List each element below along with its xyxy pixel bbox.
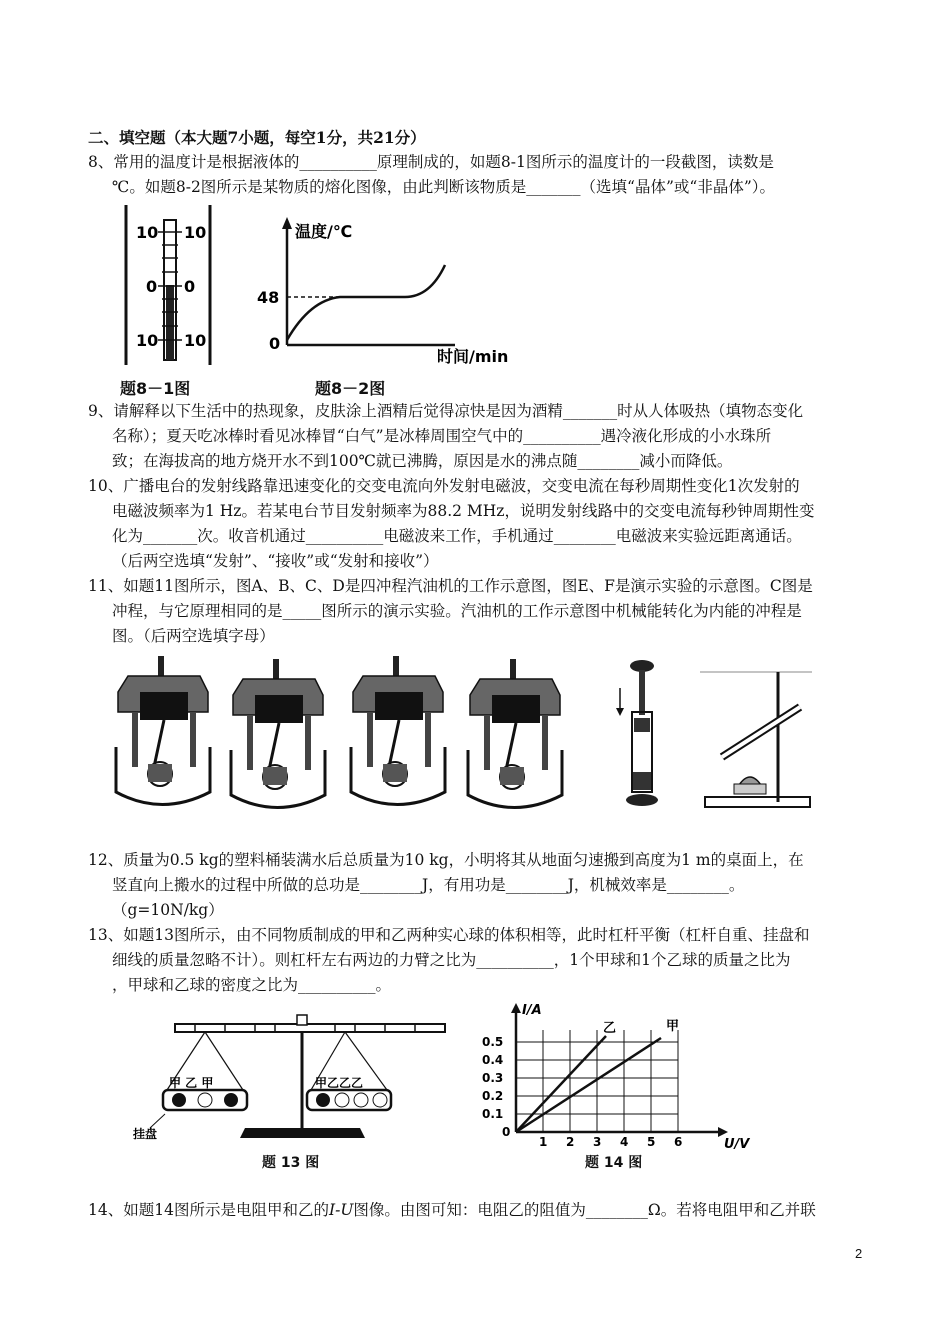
- q14-line1-part-c: 图像。由图可知：电阻乙的阻值为________Ω。若将电阻甲和乙并联: [353, 1201, 816, 1219]
- iu-y-tick-0.3: 0.3: [482, 1071, 504, 1085]
- iu-y-axis-label: I/A: [522, 1003, 542, 1018]
- q14-line1: [88, 1200, 816, 1220]
- q9-line2: 名称）；夏天吃冰棒时看见冰棒冒“白气”是冰棒周围空气中的__________遇冷液化形成的小水珠所: [112, 427, 772, 445]
- right-pan-ball-labels: 甲乙乙乙: [315, 1076, 364, 1090]
- iu-x-tick-3: 3: [593, 1135, 602, 1149]
- iu-x-tick-5: 5: [647, 1135, 656, 1149]
- engine-strokes-figure: [110, 652, 830, 817]
- q9-line1: 9、请解释以下生活中的热现象，皮肤涂上酒精后觉得凉快是因为酒精_______时从人体吸热（填物态变化: [88, 402, 804, 420]
- melting-curve-figure: [255, 215, 545, 375]
- q11-line2: 冲程，与它原理相同的是_____图所示的演示实验。汽油机的工作示意图中机械能转化为内能的冲程是: [112, 602, 802, 620]
- q10-line1: 10、广播电台的发射线路靠迅速变化的交变电流向外发射电磁波，交变电流在每秒周期性变化1次发射的: [88, 477, 800, 495]
- q11-line3: 图。（后两空选填字母）: [112, 627, 275, 645]
- series-yi-label: 乙: [603, 1021, 617, 1036]
- iu-y-tick-0.5: 0.5: [482, 1035, 504, 1049]
- q14-line1-part-a: 14、如题14图所示是电阻甲和乙的: [88, 1201, 329, 1219]
- q13-line1: 13、如题13图所示，由不同物质制成的甲和乙两种实心球的体积相等，此时杠杆平衡（杠杆自重、挂盘和: [88, 926, 810, 944]
- iu-x-tick-4: 4: [620, 1135, 629, 1149]
- lever-balance-figure: [125, 1010, 465, 1175]
- q8-line2: ℃。如题8-2图所示是某物质的熔化图像，由此判断该物质是_______（选填“晶体”或“非晶体”）。: [112, 178, 775, 196]
- fig13-label: 题 13 图: [262, 1155, 320, 1171]
- iu-origin: 0: [502, 1125, 511, 1139]
- page-number: 2: [855, 1246, 863, 1261]
- fig8-1-label: 题8－1图: [120, 379, 191, 398]
- q9-line3: 致；在海拔高的地方烧开水不到100℃就已沸腾，原因是水的沸点随________减小而降低。: [112, 452, 733, 470]
- tray-label: 挂盘: [133, 1127, 158, 1141]
- q12-line2: 竖直向上搬水的过程中所做的总功是________J，有用功是________J，机械效率是________。: [112, 876, 745, 894]
- section-title: 二、填空题（本大题7小题，每空1分，共21分）: [88, 128, 426, 147]
- iu-graph-figure: [478, 1000, 758, 1150]
- q8-line1: 8、常用的温度计是根据液体的__________原理制成的，如题8-1图所示的温度计的一段截图，读数是: [88, 153, 774, 171]
- iu-y-tick-0.1: 0.1: [482, 1107, 504, 1121]
- iu-x-tick-1: 1: [539, 1135, 548, 1149]
- iu-y-tick-0.4: 0.4: [482, 1053, 504, 1067]
- melting-y-axis-label: 温度/℃: [295, 222, 353, 241]
- q10-line4: （后两空选填“发射”、“接收”或“发射和接收”）: [112, 552, 439, 570]
- q10-line2: 电磁波频率为1 Hz。若某电台节目发射频率为88.2 MHz，说明发射线路中的交变电流每秒钟周期性变: [112, 502, 815, 520]
- iu-x-axis-label: U/V: [724, 1137, 750, 1150]
- q13-line2: 细线的质量忽略不计）。则杠杆左右两边的力臂之比为__________，1个甲球和1个乙球的质量之比为: [112, 951, 791, 969]
- thermo-tick-right-3: 10: [184, 331, 207, 350]
- q12-line1: 12、质量为0.5 kg的塑料桶装满水后总质量为10 kg，小明将其从地面匀速搬到高度为1 m的桌面上，在: [88, 851, 804, 869]
- thermo-tick-right-2: 0: [184, 277, 196, 296]
- thermo-tick-left-2: 0: [146, 277, 158, 296]
- q13-line3: ，甲球和乙球的密度之比为__________。: [112, 976, 392, 994]
- left-pan-ball-labels: 甲 乙 甲: [169, 1076, 214, 1090]
- iu-y-tick-0.2: 0.2: [482, 1089, 504, 1103]
- q14-iu-italic: I-U: [328, 1201, 354, 1219]
- thermo-tick-left-1: 10: [136, 223, 159, 242]
- fig8-2-label: 题8－2图: [315, 379, 386, 398]
- q10-line3: 化为_______次。收音机通过__________电磁波来工作，手机通过________电磁波来实验远距离通话。: [112, 527, 802, 545]
- melting-48-label: 48: [257, 288, 280, 307]
- melting-x-axis-label: 时间/min: [437, 347, 509, 366]
- fig14-label: 题 14 图: [585, 1155, 643, 1171]
- q11-line1: 11、如题11图所示，图A、B、C、D是四冲程汽油机的工作示意图，图E、F是演示实验的示意图。C图是: [88, 577, 813, 595]
- iu-x-tick-2: 2: [566, 1135, 575, 1149]
- q12-line3: （g=10N/kg）: [112, 901, 224, 919]
- series-jia-label: 甲: [666, 1019, 680, 1034]
- thermo-tick-left-3: 10: [136, 331, 159, 350]
- melting-origin-label: 0: [269, 334, 281, 353]
- iu-x-tick-6: 6: [674, 1135, 683, 1149]
- thermometer-figure: [118, 200, 228, 400]
- thermo-tick-right-1: 10: [184, 223, 207, 242]
